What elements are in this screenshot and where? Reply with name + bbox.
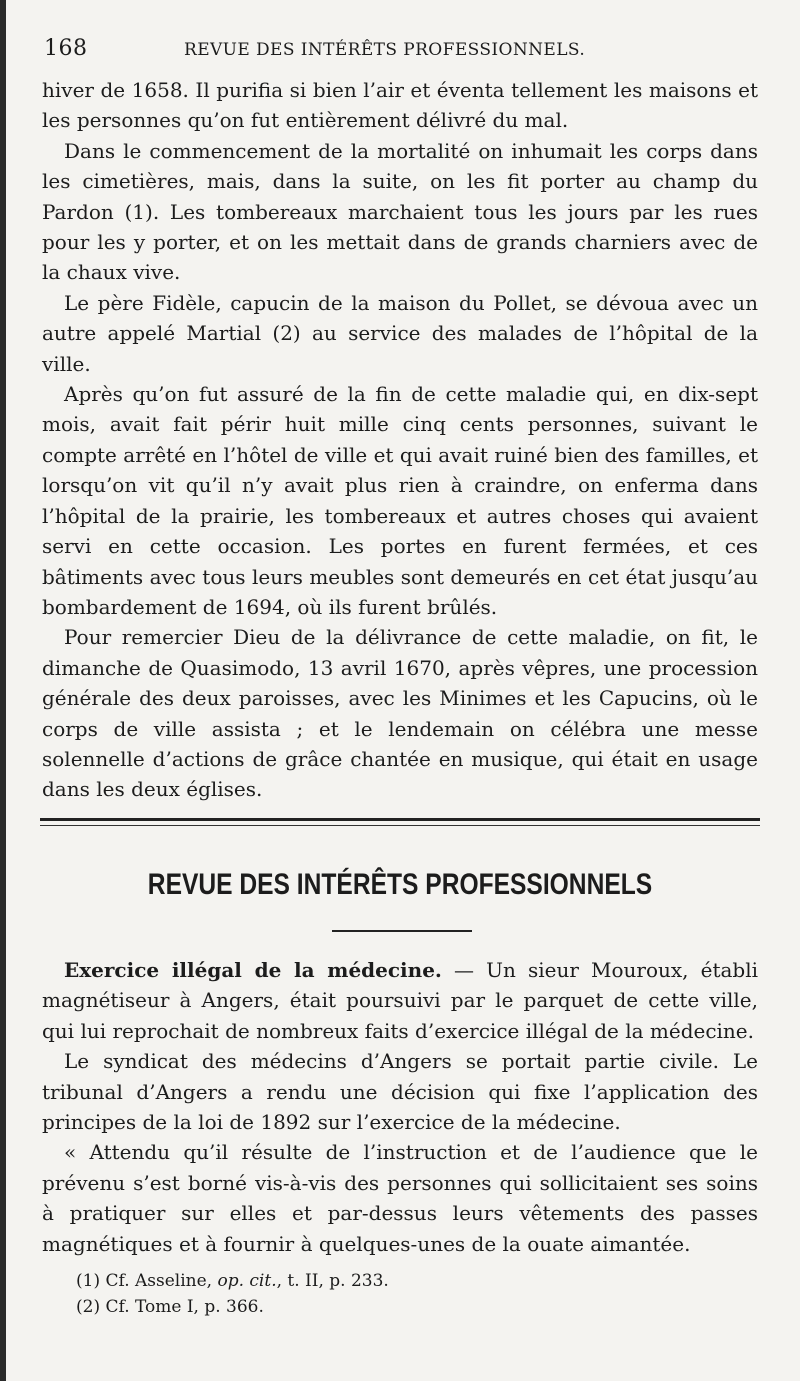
section-text	[42, 955, 758, 1259]
footnotes	[76, 1268, 756, 1320]
footnote-text-end: , t. II, p. 233.	[276, 1271, 389, 1291]
paragraph: Après qu’on fut assuré de la fin de cette maladie qui, en dix-sept mois, avait fait périr huit mille cinq cents personnes, suivant le compte arrêté en l’hôtel de ville et qui avait ruiné bien des familles, et lorsqu’on vit qu’il n’y avait plus rien à craindre, on enferma dans l’hôpital de la prairie, les tombereaux et autres choses qui avaient servi en cette occasion. Les portes en furent fermées, et ces bâtiments avec tous leurs meubles sont demeurés en cet état jusqu’au bombardement de 1694, où ils furent brûlés.	[42, 382, 758, 619]
page-edge-shadow	[0, 0, 6, 1381]
paragraph: Le syndicat des médecins d’Angers se portait partie civile. Le tribunal d’Angers a rendu une décision qui fixe l’application des principes de la loi de 1892 sur l’exercice de la médecine.	[42, 1049, 758, 1135]
section-divider-thick	[40, 818, 760, 821]
footnote-text: Cf. Tome I, p. 366.	[100, 1297, 264, 1317]
paragraph-continuation: hiver de 1658. Il purifia si bien l’air et éventa tellement les maisons et les personnes qu’on fut entièrement délivré du mal.	[42, 78, 758, 133]
footnote-italic: op. cit.	[217, 1271, 277, 1291]
paragraph: « Attendu qu’il résulte de l’instruction et de l’audience que le prévenu s’est borné vis-à-vis des personnes qui sollicitaient ses soins à pratiquer sur elles et par-dessus leurs vêtements des passes magnétiques et à fournir à quelques-unes de la ouate aimantée.	[42, 1140, 758, 1256]
paragraph: Pour remercier Dieu de la délivrance de cette maladie, on fit, le dimanche de Quasimodo, 13 avril 1670, après vêpres, une procession générale des deux paroisses, avec les Minimes et les Capucins, où le corps de ville assista ; et le lendemain on célébra une messe solennelle d’actions de grâce chantée en musique, qui était en usage dans les deux églises.	[42, 625, 758, 802]
paragraph: Le père Fidèle, capucin de la maison du Pollet, se dévoua avec un autre appelé Martial (2) au service des malades de l’hôpital de la ville.	[42, 290, 758, 376]
running-title: REVUE DES INTÉRÊTS PROFESSIONNELS.	[184, 40, 586, 60]
rubric-heading: Exercice illégal de la médecine.	[64, 958, 442, 982]
main-text	[42, 75, 758, 805]
running-header	[44, 28, 760, 64]
section-divider-thin	[40, 825, 760, 826]
footnote-text: Cf. Asseline,	[100, 1271, 218, 1291]
footnote-marker: (1)	[76, 1271, 101, 1291]
title-underline	[332, 930, 472, 932]
page-number: 168	[44, 36, 88, 61]
footnote	[76, 1294, 756, 1320]
paragraph: Dans le commencement de la mortalité on inhumait les corps dans les cimetières, mais, dans la suite, on les fit porter au champ du Pardon (1). Les tombereaux marchaient tous les jours par les rues pour les y porter, et on les mettait dans de grands charniers avec de la chaux vive.	[42, 138, 758, 285]
footnote	[76, 1268, 756, 1294]
section-title: REVUE DES INTÉRÊTS PROFESSIONNELS	[147, 868, 653, 901]
footnote-marker: (2)	[76, 1297, 101, 1317]
rubric-paragraph	[42, 955, 758, 1046]
rubric-text: — Un sieur Mouroux, établi magnétiseur à Angers, était poursuivi par le parquet de cette ville, qui lui reprochait de nombreux faits d’exercice illégal de la médecine.	[42, 958, 759, 1043]
